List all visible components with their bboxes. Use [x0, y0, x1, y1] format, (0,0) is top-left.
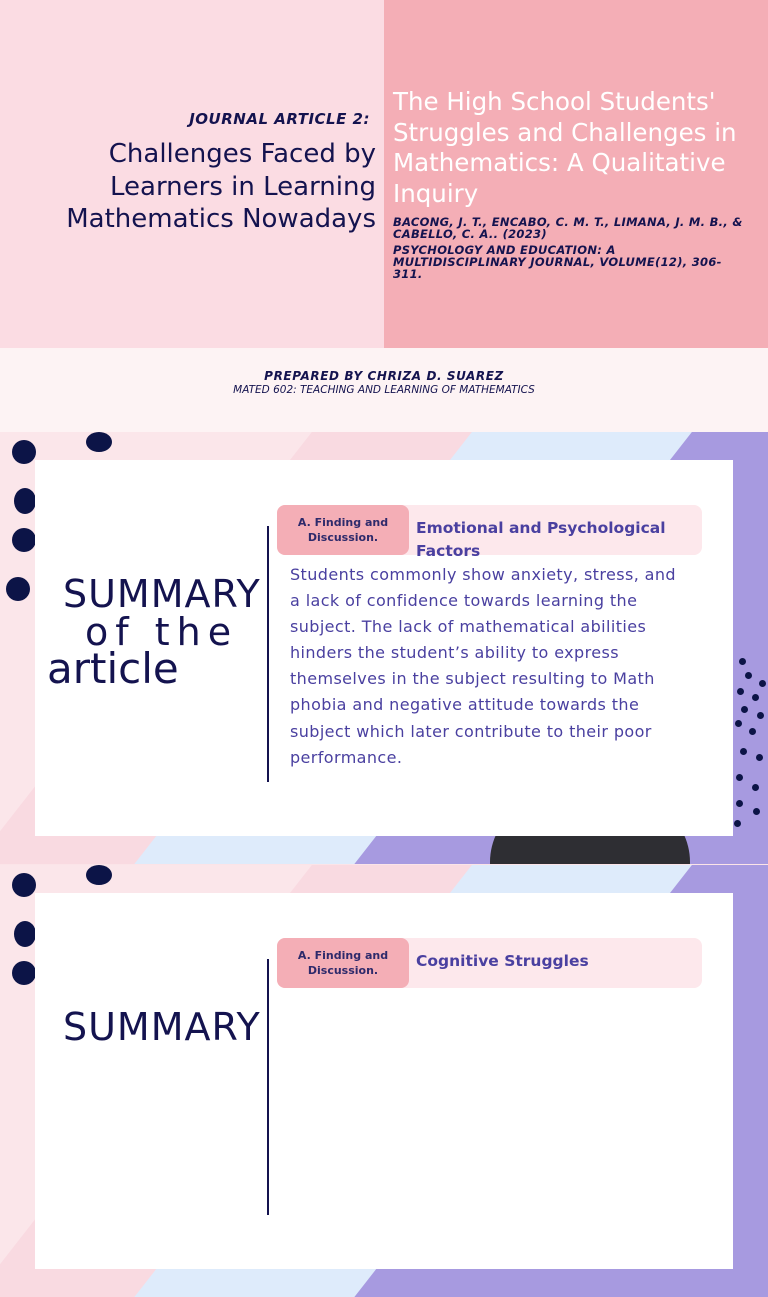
content-card — [35, 893, 733, 1269]
section-body: Students commonly show anxiety, stress, and a lack of confidence towards learning the subject. The lack of mathematical abilities hinders the student’s ability to express themselves in the subject resulting to Math phobia and negative attitude towards the subject which later contribute to their poor performance. — [290, 565, 676, 767]
summary-heading: SUMMARY — [63, 1005, 261, 1049]
decorative-dot — [734, 820, 741, 827]
decorative-dot — [759, 680, 766, 687]
decorative-dot — [757, 712, 764, 719]
summary-heading: SUMMARY — [63, 572, 261, 616]
decorative-dot — [736, 800, 743, 807]
decorative-dot — [752, 694, 759, 701]
section-badge: A. Finding and Discussion. — [277, 505, 409, 555]
course-name: MATED 602: TEACHING AND LEARNING OF MATHEMATICS — [233, 384, 535, 396]
summary-slide — [0, 865, 768, 1297]
journal-label: JOURNAL ARTICLE 2: — [189, 110, 370, 128]
decorative-dot — [12, 528, 36, 552]
decorative-dot — [14, 921, 36, 947]
decorative-dot — [749, 728, 756, 735]
content-card — [35, 460, 733, 836]
journal-citation: PSYCHOLOGY AND EDUCATION: A MULTIDISCIPLINARY JOURNAL, VOLUME(12), 306-311. — [393, 243, 722, 281]
decorative-dot — [753, 808, 760, 815]
decorative-dot — [86, 432, 112, 452]
decorative-dot — [12, 873, 36, 897]
decorative-dot — [86, 865, 112, 885]
decorative-dot — [737, 688, 744, 695]
decorative-dot — [12, 440, 36, 464]
decorative-dot — [741, 706, 748, 713]
topic-title: Challenges Faced by Learners in Learning Mathematics Nowadays — [66, 139, 376, 234]
decorative-dot — [740, 748, 747, 755]
decorative-dot — [739, 658, 746, 665]
summary-slide — [0, 432, 768, 864]
summary-heading: article — [47, 644, 179, 693]
decorative-dot — [745, 672, 752, 679]
decorative-dot — [756, 754, 763, 761]
decorative-dot — [12, 961, 36, 985]
decorative-dot — [736, 774, 743, 781]
decorative-dot — [752, 784, 759, 791]
article-title: The High School Students' Struggles and Challenges in Mathematics: A Qualitative Inquiry — [393, 87, 737, 208]
prepared-by: PREPARED BY CHRIZA D. SUAREZ — [264, 369, 504, 383]
divider-line — [267, 526, 269, 782]
divider-line — [267, 959, 269, 1215]
authors-citation: BACONG, J. T., ENCABO, C. M. T., LIMANA, J. M. B., & CABELLO, C. A.. (2023) — [393, 215, 743, 241]
section-title: Cognitive Struggles — [416, 952, 589, 970]
title-slide — [0, 0, 768, 432]
section-badge: A. Finding and Discussion. — [277, 938, 409, 988]
decorative-dot — [14, 488, 36, 514]
decorative-dot — [735, 720, 742, 727]
summary-heading: of the — [85, 610, 239, 654]
section-title: Emotional and Psychological Factors — [416, 519, 666, 560]
decorative-dot — [6, 577, 30, 601]
